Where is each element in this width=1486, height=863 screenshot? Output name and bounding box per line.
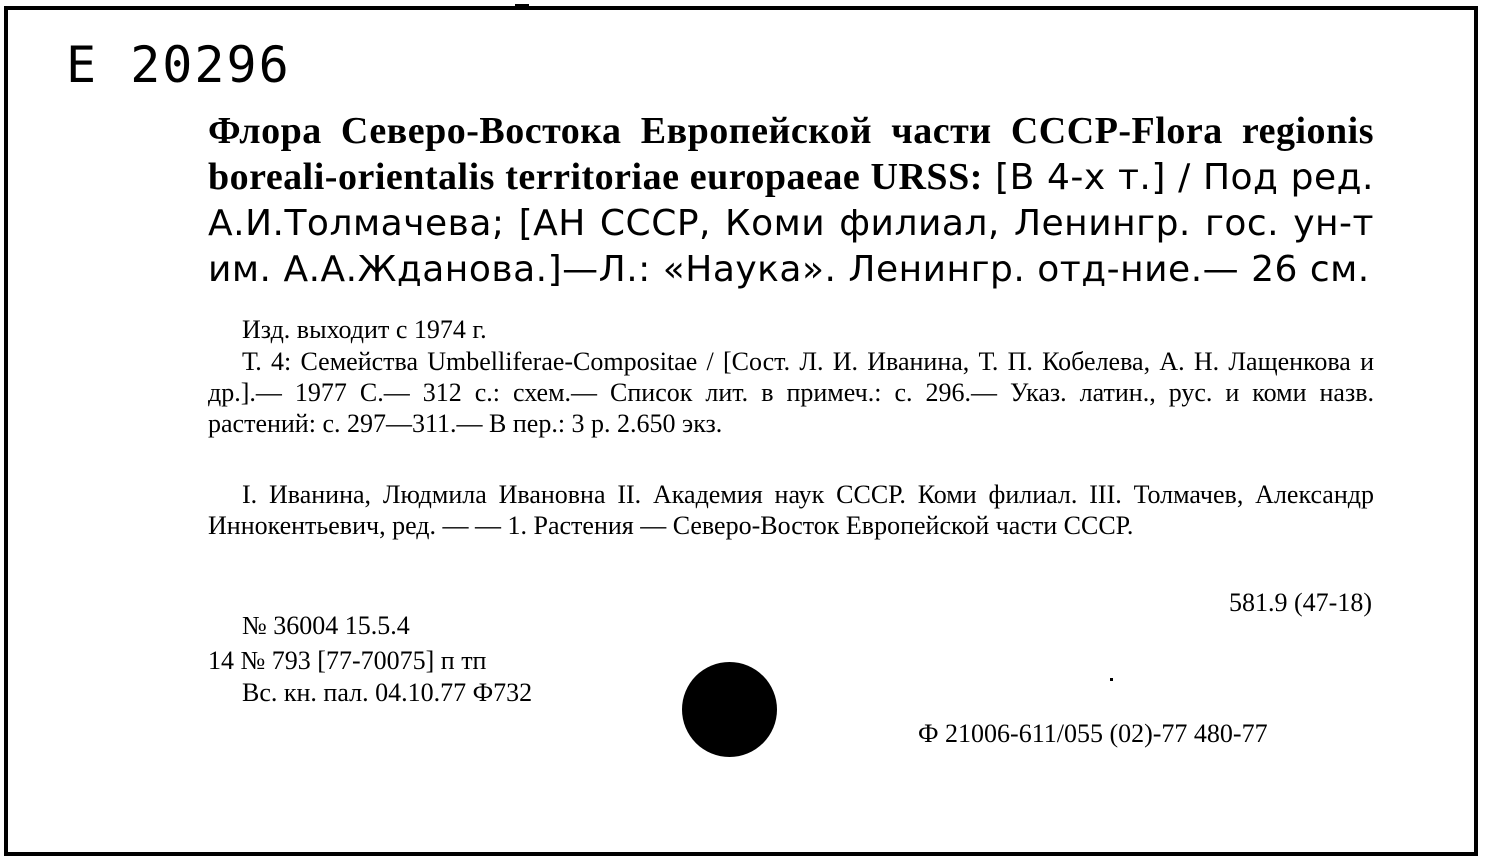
entry-title: Флора Северо-Востока Европейской части СССР-Flora regionis boreali-orientalis territoriae europaeae URSS:	[208, 110, 1374, 198]
entry-statement: [В 4-х т.] / Под ред. А.И.Толмачева; [АН СССР, Коми филиал, Ленингр. гос. ун-т им. А.А.Жданова.]—Л.: «Наука». Ленингр. отд-ние.— 26 см.	[208, 157, 1374, 290]
volume-note	[208, 346, 1374, 439]
scan-dot	[1110, 678, 1113, 681]
order-line: 14 № 793 [77-70075] п тп	[208, 646, 487, 675]
index-line: Ф 21006-611/055 (02)-77 480-77	[918, 719, 1268, 748]
accession-number: № 36004 15.5.4	[242, 611, 410, 640]
note-text: Изд. выходит с 1974 г.	[242, 315, 487, 344]
punch-hole	[682, 662, 777, 757]
publication-note	[208, 314, 1374, 345]
call-number: Е 20296	[66, 36, 291, 94]
tracings-note	[208, 479, 1374, 541]
udc-classification: 581.9 (47-18)	[1229, 588, 1372, 617]
note-text: Т. 4: Семейства Umbelliferae-Compositae / [Сост. Л. И. Иванина, Т. П. Кобелева, А. Н. Лащенкова и др.].— 1977 С.— 312 с.: схем.— Список лит. в примеч.: с. 296.— Указ. латин., рус. и коми назв. растений: с. 297—311.— В пер.: 3 р. 2.650 экз.	[208, 347, 1374, 438]
book-chamber-line: Вс. кн. пал. 04.10.77 Ф732	[242, 678, 533, 707]
note-text: I. Иванина, Людмила Ивановна II. Академия наук СССР. Коми филиал. III. Толмачев, Александр Иннокентьевич, ред. — — 1. Растения — Северо-Восток Европейской части СССР.	[208, 480, 1374, 540]
scan-speck	[515, 4, 529, 8]
bibliographic-entry	[208, 108, 1374, 292]
